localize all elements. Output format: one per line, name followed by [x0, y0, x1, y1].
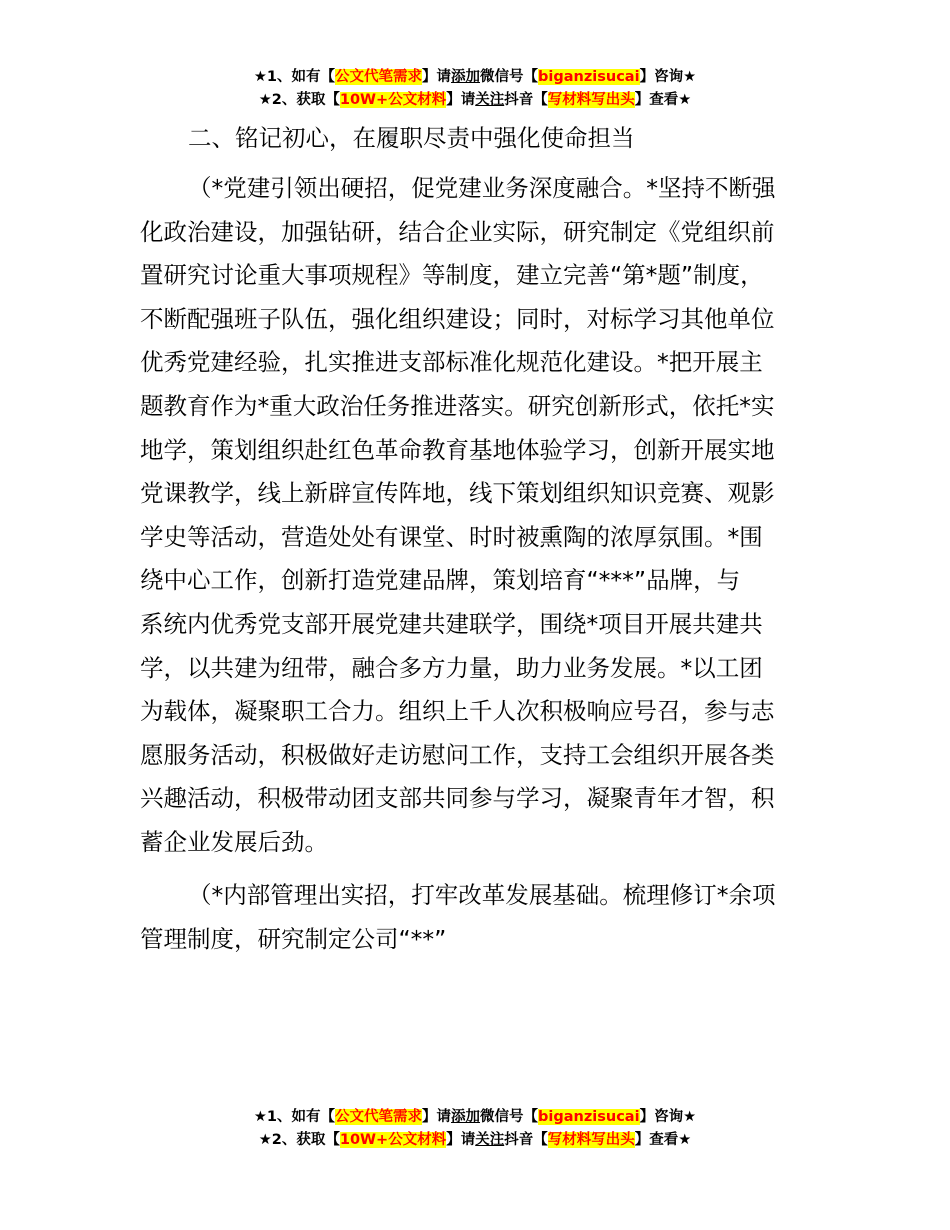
paragraph-line: （*党建引领出硬招，促党建业务深度融合。*坚持不断强: [188, 174, 776, 202]
banner-text: 】咨询★: [639, 1109, 697, 1125]
paragraph-line: 党课教学，线上新辟宣传阵地，线下策划组织知识竞赛、观影: [140, 479, 775, 508]
banner-highlight: 公文代笔需求: [335, 69, 423, 85]
paragraph-line: 学史等活动，营造处处有课堂、时时被熏陶的浓厚氛围。*围: [140, 522, 763, 551]
banner-text: 微信号【: [480, 69, 539, 85]
paragraph-line: 优秀党建经验，扎实推进支部标准化规范化建设。*把开展主: [140, 348, 763, 377]
paragraph-line: 不断配强班子队伍，强化组织建设；同时，对标学习其他单位: [140, 304, 775, 333]
banner-text: ★1、如有【: [253, 69, 336, 85]
paragraph-line: 题教育作为*重大政治任务推进落实。研究创新形式，依托*实: [140, 391, 775, 420]
paragraph-line: 置研究讨论重大事项规程》等制度，建立完善“第*题”制度，: [140, 261, 764, 290]
paragraph-line: 系统内优秀党支部开展党建共建联学，围绕*项目开展共建共: [140, 609, 763, 638]
paragraph-line: 地学，策划组织赴红色革命教育基地体验学习，创新开展实地: [140, 435, 775, 464]
banner-highlight: 10W+公文材料: [339, 1132, 447, 1148]
banner-line-1: [0, 1106, 950, 1129]
banner-line-2: [0, 1129, 950, 1152]
banner-text: 】请: [446, 92, 476, 108]
banner-highlight: 10W+公文材料: [339, 92, 447, 108]
paragraph-2: [140, 874, 840, 961]
paragraph-line: （*内部管理出实招，打牢改革发展基础。梳理修订*余项: [188, 881, 776, 909]
banner-text: 】查看★: [634, 92, 692, 108]
footer-banner: [0, 1106, 950, 1152]
banner-text: ★2、获取【: [258, 1132, 340, 1148]
banner-text: 】请: [446, 1132, 476, 1148]
banner-text: 抖音【: [504, 92, 548, 108]
banner-highlight: biganzisucai: [538, 69, 640, 85]
banner-text: 微信号【: [480, 1109, 539, 1125]
banner-underline: 添加: [451, 69, 481, 85]
banner-text: ★1、如有【: [253, 1109, 336, 1125]
paragraph-line: 化政治建设，加强钻研，结合企业实际，研究制定《党组织前: [140, 217, 775, 246]
banner-highlight: 公文代笔需求: [335, 1109, 423, 1125]
paragraph-line: 为载体，凝聚职工合力。组织上千人次积极响应号召，参与志: [140, 697, 775, 726]
paragraph-line: 兴趣活动，积极带动团支部共同参与学习，凝聚青年才智，积: [140, 784, 775, 813]
paragraph-line: 管理制度，研究制定公司“**”: [140, 924, 447, 953]
paragraph-line: 绕中心工作，创新打造党建品牌，策划培育“***”品牌，与: [140, 566, 741, 595]
banner-text: ★2、获取【: [258, 92, 340, 108]
paragraph-line: 学，以共建为纽带，融合多方力量，助力业务发展。*以工团: [140, 653, 763, 682]
banner-line-2: [0, 89, 950, 112]
banner-text: 】请: [422, 69, 452, 85]
paragraph-line: 愿服务活动，积极做好走访慰问工作，支持工会组织开展各类: [140, 740, 775, 769]
banner-highlight: biganzisucai: [538, 1109, 640, 1125]
header-banner: [0, 66, 950, 112]
banner-highlight: 写材料写出头: [547, 92, 635, 108]
banner-line-1: [0, 66, 950, 89]
paragraph-1: [140, 167, 840, 865]
banner-text: 】请: [422, 1109, 452, 1125]
section-heading: 二、铭记初心，在履职尽责中强化使命担当: [188, 124, 635, 152]
banner-text: 】咨询★: [639, 69, 697, 85]
banner-text: 抖音【: [504, 1132, 548, 1148]
banner-highlight: 写材料写出头: [547, 1132, 635, 1148]
banner-underline: 关注: [475, 1132, 505, 1148]
paragraph-line: 蓄企业发展后劲。: [140, 827, 328, 856]
banner-underline: 关注: [475, 92, 505, 108]
banner-underline: 添加: [451, 1109, 481, 1125]
banner-text: 】查看★: [634, 1132, 692, 1148]
